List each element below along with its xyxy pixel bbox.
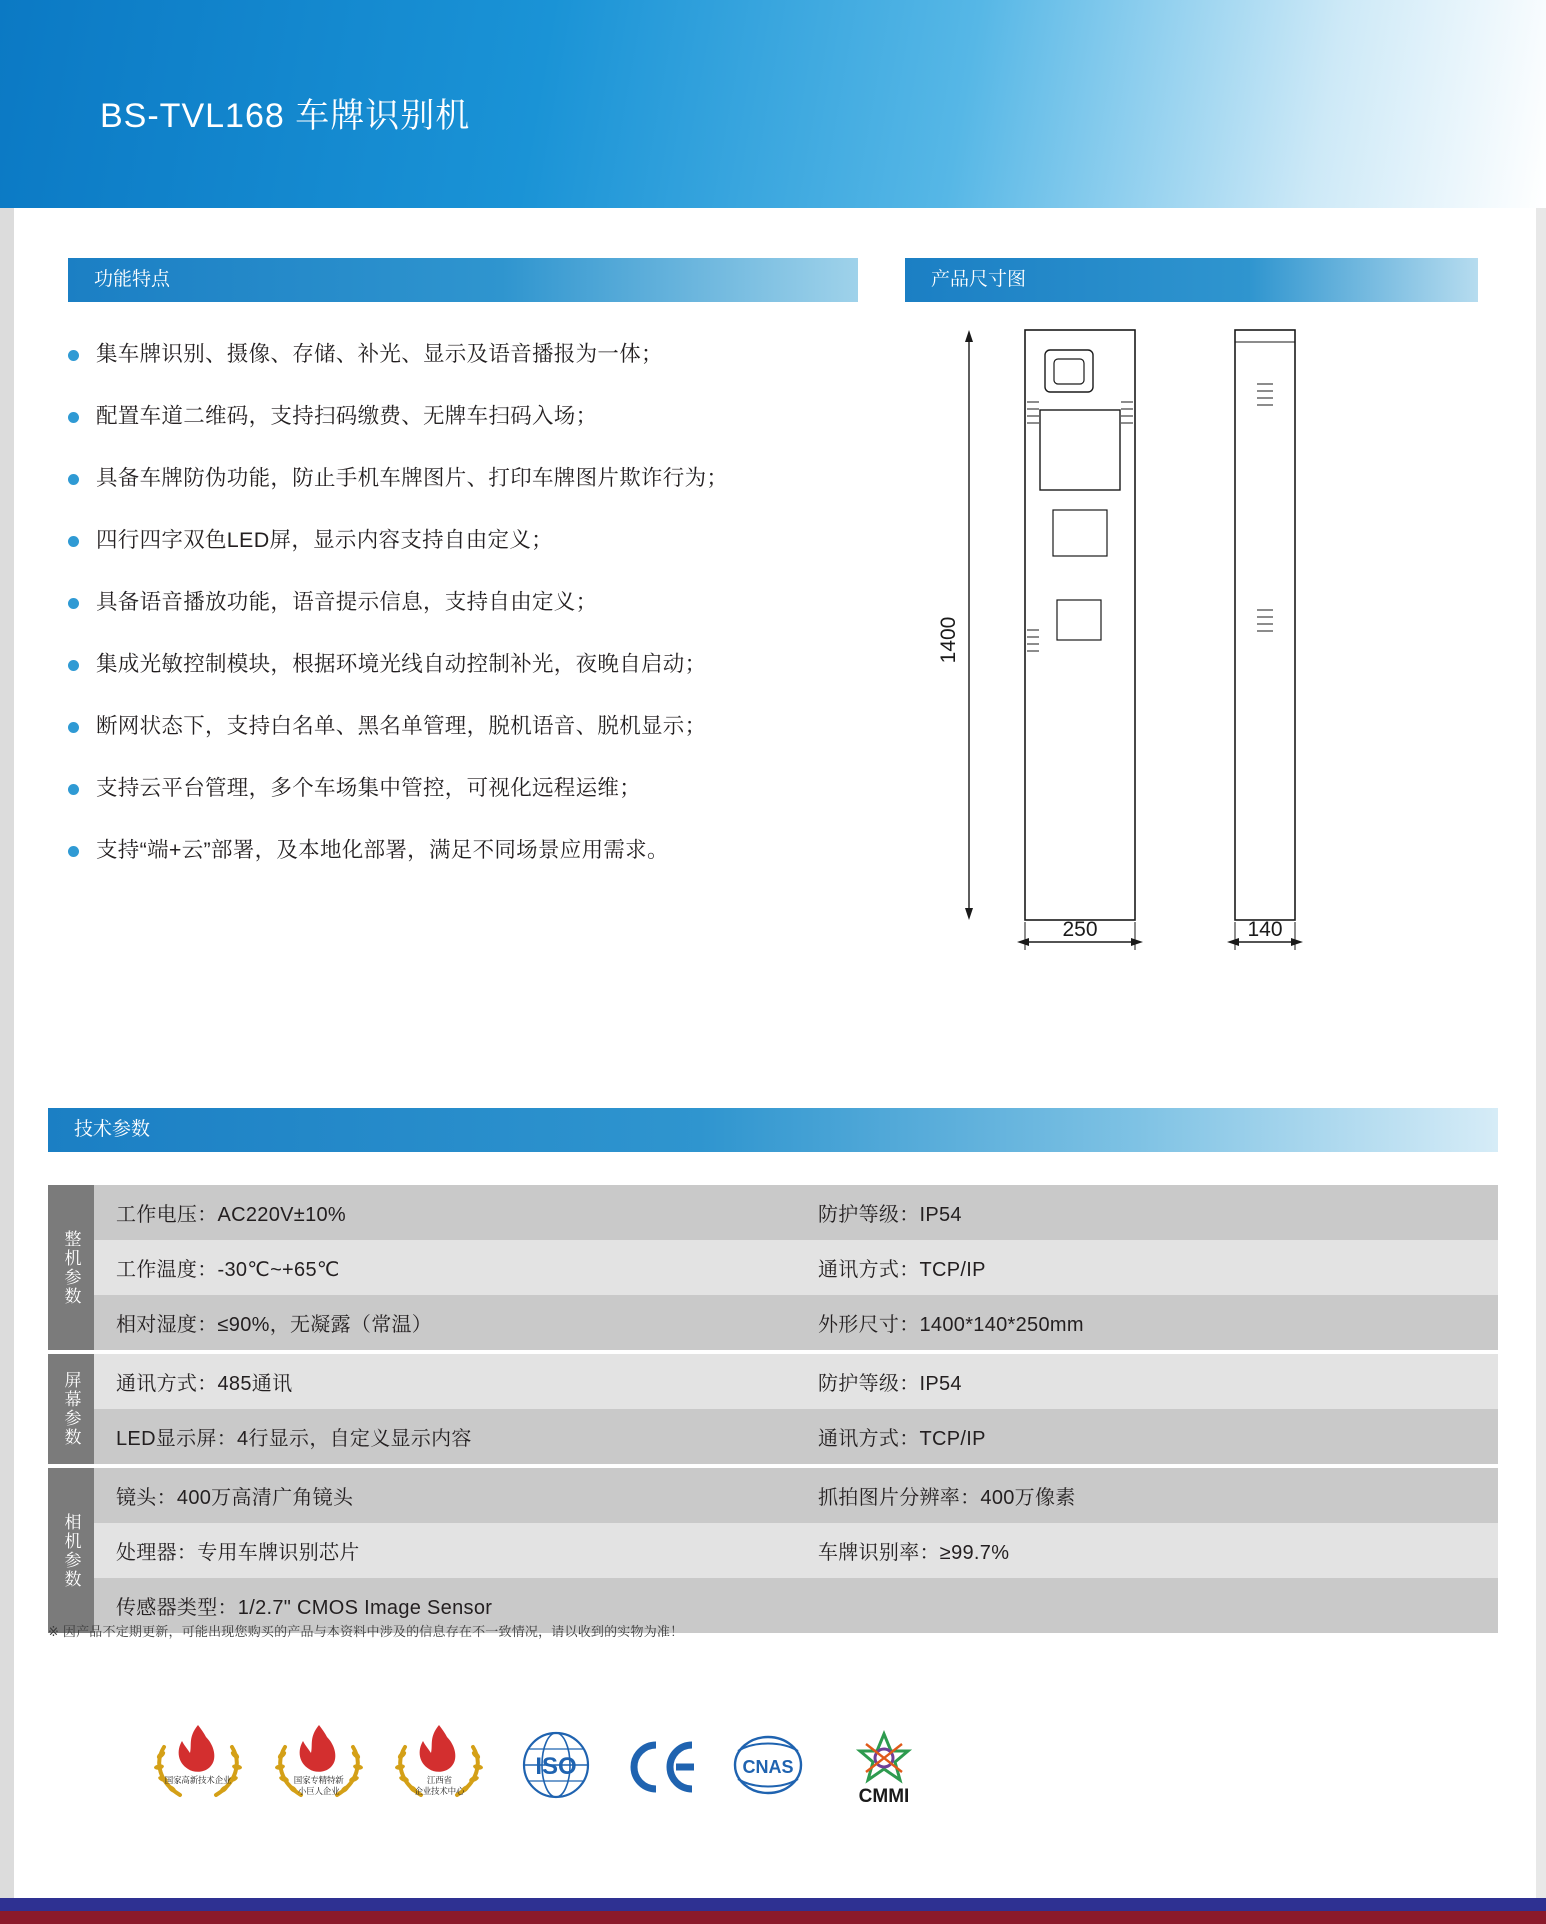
feature-text: 集成光敏控制模块，根据环境光线自动控制补光，夜晚自启动；	[96, 652, 707, 677]
certification-badges	[150, 1712, 930, 1822]
section-header-features: 功能特点	[68, 258, 858, 302]
list-item	[68, 650, 898, 679]
list-item	[68, 774, 898, 803]
page-right-edge	[1536, 0, 1546, 1924]
bullet-icon	[68, 784, 79, 795]
list-item	[68, 588, 898, 617]
spec-group-label: 相机参数	[48, 1468, 94, 1633]
badge-label: 国家专精特新 小巨人企业	[293, 1775, 344, 1797]
feature-text: 集车牌识别、摄像、存储、补光、显示及语音播报为一体；	[96, 342, 663, 366]
spec-cell-right: 通讯方式：TCP/IP	[796, 1240, 1498, 1295]
bullet-icon	[68, 660, 79, 671]
cmmi-label: CMMI	[858, 1786, 910, 1807]
dimension-width-label: 250	[1062, 918, 1098, 941]
bullet-icon	[68, 536, 79, 547]
spec-table	[48, 1185, 1498, 1637]
feature-text: 具备语音播放功能，语音提示信息，支持自由定义；	[96, 590, 598, 615]
list-item	[68, 526, 898, 555]
badge-label: 江西省 企业技术中心	[414, 1775, 465, 1797]
bullet-icon	[68, 722, 79, 733]
page-footer	[0, 1898, 1546, 1924]
list-item	[68, 402, 898, 431]
page-header	[0, 0, 1546, 208]
spec-cell-right: 防护等级：IP54	[796, 1354, 1498, 1409]
section-header-dimensions: 产品尺寸图	[905, 258, 1478, 302]
table-row	[94, 1523, 1498, 1578]
spec-group-screen	[48, 1354, 1498, 1464]
spec-cell-left: 工作电压：AC220V±10%	[94, 1185, 796, 1240]
jiangxi-enterprise-tech-center-icon	[391, 1717, 486, 1817]
specialized-new-little-giant-icon	[271, 1717, 366, 1817]
spec-cell-left: 工作温度：-30℃~+65℃	[94, 1240, 796, 1295]
spec-cell-left: 通讯方式：485通讯	[94, 1354, 796, 1409]
cnas-certification-icon	[724, 1729, 812, 1805]
spec-cell-left: 处理器：专用车牌识别芯片	[94, 1523, 796, 1578]
table-row	[94, 1468, 1498, 1523]
list-item	[68, 340, 898, 369]
product-dimension-drawing	[905, 310, 1485, 960]
section-header-specs: 技术参数	[48, 1108, 1498, 1152]
spec-cell-left: LED显示屏：4行显示，自定义显示内容	[94, 1409, 796, 1464]
feature-list	[68, 340, 898, 898]
iso-certification-icon	[512, 1729, 600, 1805]
dimension-height-label: 1400	[937, 616, 960, 664]
feature-text: 支持“端+云”部署，及本地化部署，满足不同场景应用需求。	[96, 838, 669, 863]
spec-group-overall	[48, 1185, 1498, 1350]
ce-certification-icon	[626, 1739, 698, 1795]
spec-cell-right: 车牌识别率：≥99.7%	[796, 1523, 1498, 1578]
spec-cell-right: 外形尺寸：1400*140*250mm	[796, 1295, 1498, 1350]
footer-stripe-red	[0, 1911, 1546, 1924]
bullet-icon	[68, 846, 79, 857]
list-item	[68, 712, 898, 741]
cmmi-certification-icon	[838, 1724, 930, 1810]
spec-group-camera	[48, 1468, 1498, 1633]
feature-text: 配置车道二维码，支持扫码缴费、无牌车扫码入场；	[96, 404, 598, 429]
feature-text: 断网状态下，支持白名单、黑名单管理，脱机语音、脱机显示；	[96, 714, 707, 739]
bullet-icon	[68, 350, 79, 361]
table-row	[94, 1185, 1498, 1240]
spec-cell-right: 通讯方式：TCP/IP	[796, 1409, 1498, 1464]
bullet-icon	[68, 474, 79, 485]
iso-label: ISO	[535, 1753, 577, 1780]
national-high-tech-enterprise-icon	[150, 1717, 245, 1817]
disclaimer-note: ※ 因产品不定期更新，可能出现您购买的产品与本资料中涉及的信息存在不一致情况，请以收到的实物为准！	[48, 1624, 684, 1639]
spec-group-label: 整机参数	[48, 1185, 94, 1350]
dimension-depth-label: 140	[1247, 918, 1283, 941]
spec-cell-left: 镜头：400万高清广角镜头	[94, 1468, 796, 1523]
spec-group-label: 屏幕参数	[48, 1354, 94, 1464]
table-row	[94, 1354, 1498, 1409]
page-title: BS-TVL168 车牌识别机	[100, 97, 471, 135]
table-row	[94, 1295, 1498, 1350]
badge-label: 国家高新技术企业	[164, 1775, 232, 1785]
spec-cell-right: 抓拍图片分辨率：400万像素	[796, 1468, 1498, 1523]
feature-text: 具备车牌防伪功能，防止手机车牌图片、打印车牌图片欺诈行为；	[96, 466, 729, 491]
list-item	[68, 836, 898, 865]
bullet-icon	[68, 412, 79, 423]
footer-stripe-blue	[0, 1898, 1546, 1911]
bullet-icon	[68, 598, 79, 609]
spec-cell-left: 传感器类型：1/2.7" CMOS Image Sensor	[94, 1578, 796, 1633]
table-row	[94, 1240, 1498, 1295]
page-left-edge	[0, 0, 14, 1924]
feature-text: 支持云平台管理，多个车场集中管控，可视化远程运维；	[96, 776, 642, 801]
feature-text: 四行四字双色LED屏，显示内容支持自由定义；	[96, 528, 553, 553]
spec-cell-right: 防护等级：IP54	[796, 1185, 1498, 1240]
list-item	[68, 464, 898, 493]
cnas-label: CNAS	[742, 1757, 794, 1777]
table-row	[94, 1409, 1498, 1464]
spec-cell-left: 相对湿度：≤90%，无凝露（常温）	[94, 1295, 796, 1350]
